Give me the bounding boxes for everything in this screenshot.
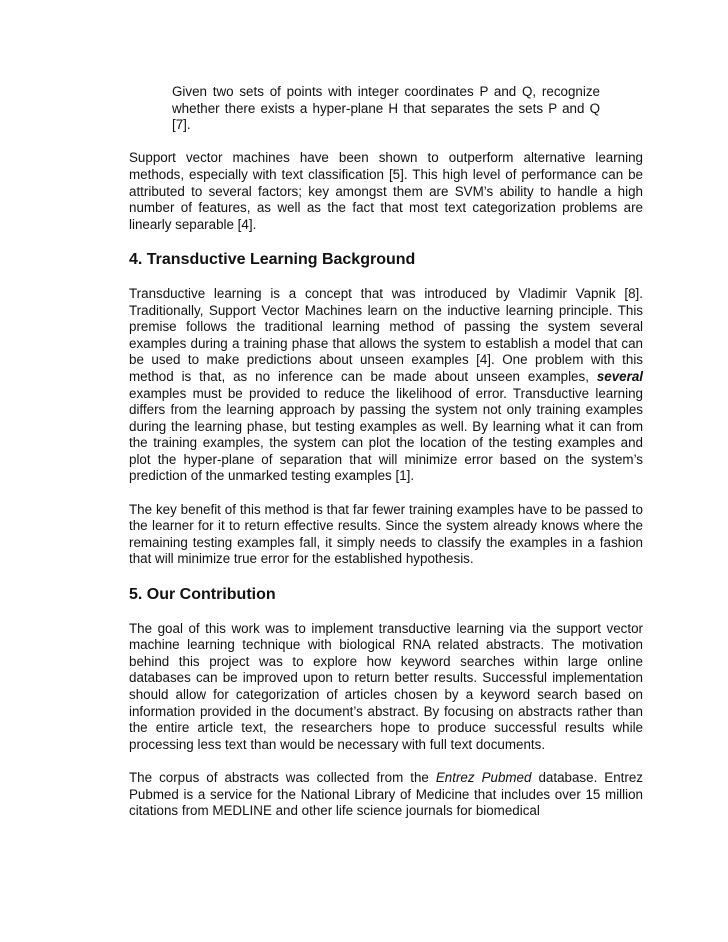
document-page xyxy=(129,84,643,836)
text-span: examples must be provided to reduce the likelihood of error. Transductive learning differs from the learning approach by passing the system not only training examples during the learning phase, but testing examples as well. By learning what it can from the training examples, the system can plot the location of the testing examples and plot the hyper-plane of separation that will minimize error based on the system’s prediction of the unmarked testing examples [1]. xyxy=(129,385,643,484)
section-4-heading: 4. Transductive Learning Background xyxy=(129,250,416,268)
emphasis-entrez-pubmed: Entrez Pubmed xyxy=(435,769,532,785)
section-5-paragraph-1: The goal of this work was to implement transductive learning via the support vector machine learning technique with biological RNA related abstracts. The motivation behind this project was to explore how keyword searches within large online databases can be improved upon to return better results. Successful implementation should allow for categorization of articles chosen by a keyword search based on information provided in the document’s abstract. By focusing on abstracts rather than the entire article text, the researchers hope to produce successful results while processing less text than would be necessary with full text documents. xyxy=(129,620,643,752)
section-5-heading: 5. Our Contribution xyxy=(129,585,276,603)
paragraph-svm: Support vector machines have been shown to outperform alternative learning methods, especially with text classification [5]. This high level of performance can be attributed to several factors; key amongst them are SVM’s ability to handle a high number of features, as well as the fact that most text categorization problems are linearly separable [4]. xyxy=(129,150,643,232)
text-span: database. Entrez Pubmed is a service for the National Library of Medicine that includes over 15 million citations from MEDLINE and other life science journals for biomedical xyxy=(129,769,644,819)
quoted-problem: Given two sets of points with integer coordinates P and Q, recognize whether there exists a hyper-plane H that separates the sets P and Q [7]. xyxy=(172,84,600,133)
emphasis-several: several xyxy=(596,368,643,384)
section-4-paragraph-2: The key benefit of this method is that far fewer training examples have to be passed to the learner for it to return effective results. Since the system already knows where the remaining testing examples fall, it simply needs to classify the examples in a fashion that will minimize true error for the established hypothesis. xyxy=(129,501,643,567)
section-5-paragraph-2 xyxy=(129,770,643,820)
text-span: The corpus of abstracts was collected from the xyxy=(129,769,436,785)
text-span: Transductive learning is a concept that was introduced by Vladimir Vapnik [8]. Traditionally, Support Vector Machines learn on the inductive learning principle. This premise follows the traditional learning method of passing the system several examples during a training phase that allows the system to establish a model that can be used to make predictions about unseen examples [4]. One problem with this method is that, as no inference can be made about unseen examples, xyxy=(129,285,643,384)
section-4-paragraph-1 xyxy=(129,286,643,485)
